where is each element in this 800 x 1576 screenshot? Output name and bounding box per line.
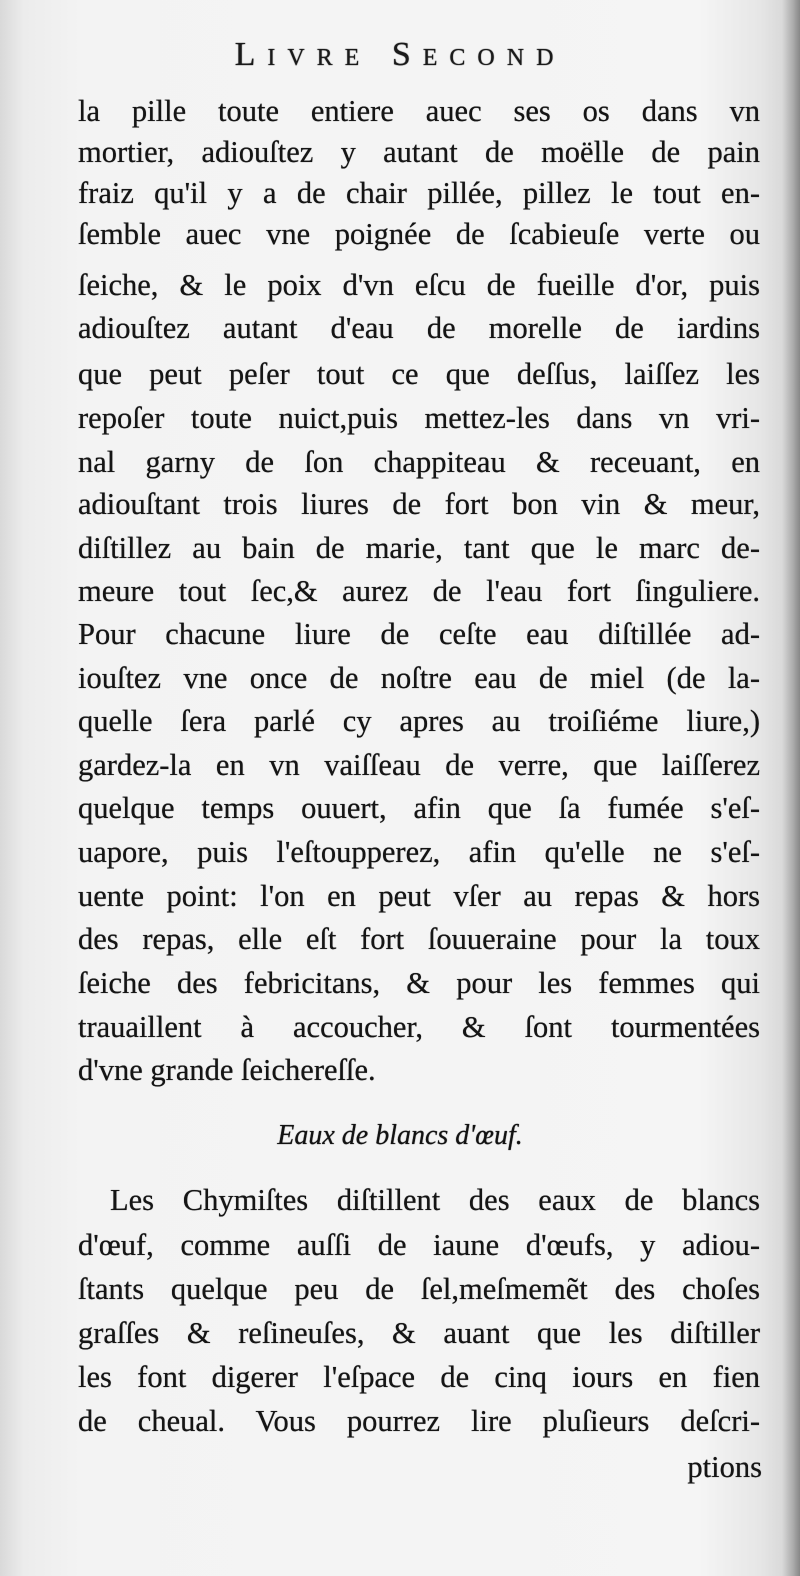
text-line: diſtillez au bain de marie, tant que le marc de- (78, 531, 760, 565)
text-line: ſemble auec vne poignée de ſcabieuſe verte ou (78, 217, 760, 251)
text-line: ſeiche, & le poix d'vn eſcu de fueille d'or, puis (78, 268, 760, 302)
text-line: trauaillent à accoucher, & ſont tourmentées (78, 1010, 760, 1044)
text-line: des repas, elle eſt fort ſouueraine pour la toux (78, 922, 760, 956)
text-line: que peut peſer tout ce que deſſus, laiſſez les (78, 357, 760, 391)
catchword: ptions (687, 1450, 762, 1484)
text-line: nal garny de ſon chappiteau & receuant, en (78, 445, 760, 479)
text-line: gardez-la en vn vaiſſeau de verre, que laiſſerez (78, 748, 760, 782)
text-line: repoſer toute nuict,puis mettez-les dans vn vri- (78, 401, 760, 435)
text-line: adiouſtez autant d'eau de morelle de iardins (78, 311, 760, 345)
text-line: quelque temps ouuert, afin que ſa fumée s'eſ- (78, 791, 760, 825)
text-line: fraiz qu'il y a de chair pillée, pillez le tout en- (78, 176, 760, 210)
text-line: d'œuf, comme auſſi de iaune d'œufs, y adiou- (78, 1228, 760, 1262)
text-line: uente point: l'on en peut vſer au repas & hors (78, 879, 760, 913)
text-line: ſtants quelque peu de ſel,meſmemẽt des choſes (78, 1272, 760, 1306)
text-line: d'vne grande ſeichereſſe. (78, 1053, 376, 1087)
text-line: mortier, adiouſtez y autant de moëlle de pain (78, 135, 760, 169)
gutter-shadow (782, 0, 800, 1576)
text-line: uapore, puis l'eſtoupperez, afin qu'elle ne s'eſ- (78, 835, 760, 869)
section-heading: Eaux de blancs d'œuf. (277, 1120, 523, 1151)
text-line: la pille toute entiere auec ses os dans vn (78, 94, 760, 128)
text-line: iouſtez vne once de noſtre eau de miel (de la- (78, 661, 760, 695)
text-line: les font digerer l'eſpace de cinq iours en fien (78, 1360, 760, 1394)
text-line: ſeiche des febricitans, & pour les femmes qui (78, 966, 760, 1000)
text-line: Pour chacune liure de ceſte eau diſtillée ad- (78, 617, 760, 651)
text-line: Les Chymiſtes diſtillent des eaux de blancs (110, 1183, 760, 1217)
text-line: de cheual. Vous pourrez lire pluſieurs deſcri- (78, 1404, 760, 1438)
text-line: adiouſtant trois liures de fort bon vin & meur, (78, 487, 760, 521)
text-line: graſſes & reſineuſes, & auant que les diſtiller (78, 1316, 760, 1350)
text-line: quelle ſera parlé cy apres au troiſiéme liure,) (78, 704, 760, 738)
running-head: Livre Second (234, 36, 566, 73)
text-line: meure tout ſec,& aurez de l'eau fort ſinguliere. (78, 574, 760, 608)
